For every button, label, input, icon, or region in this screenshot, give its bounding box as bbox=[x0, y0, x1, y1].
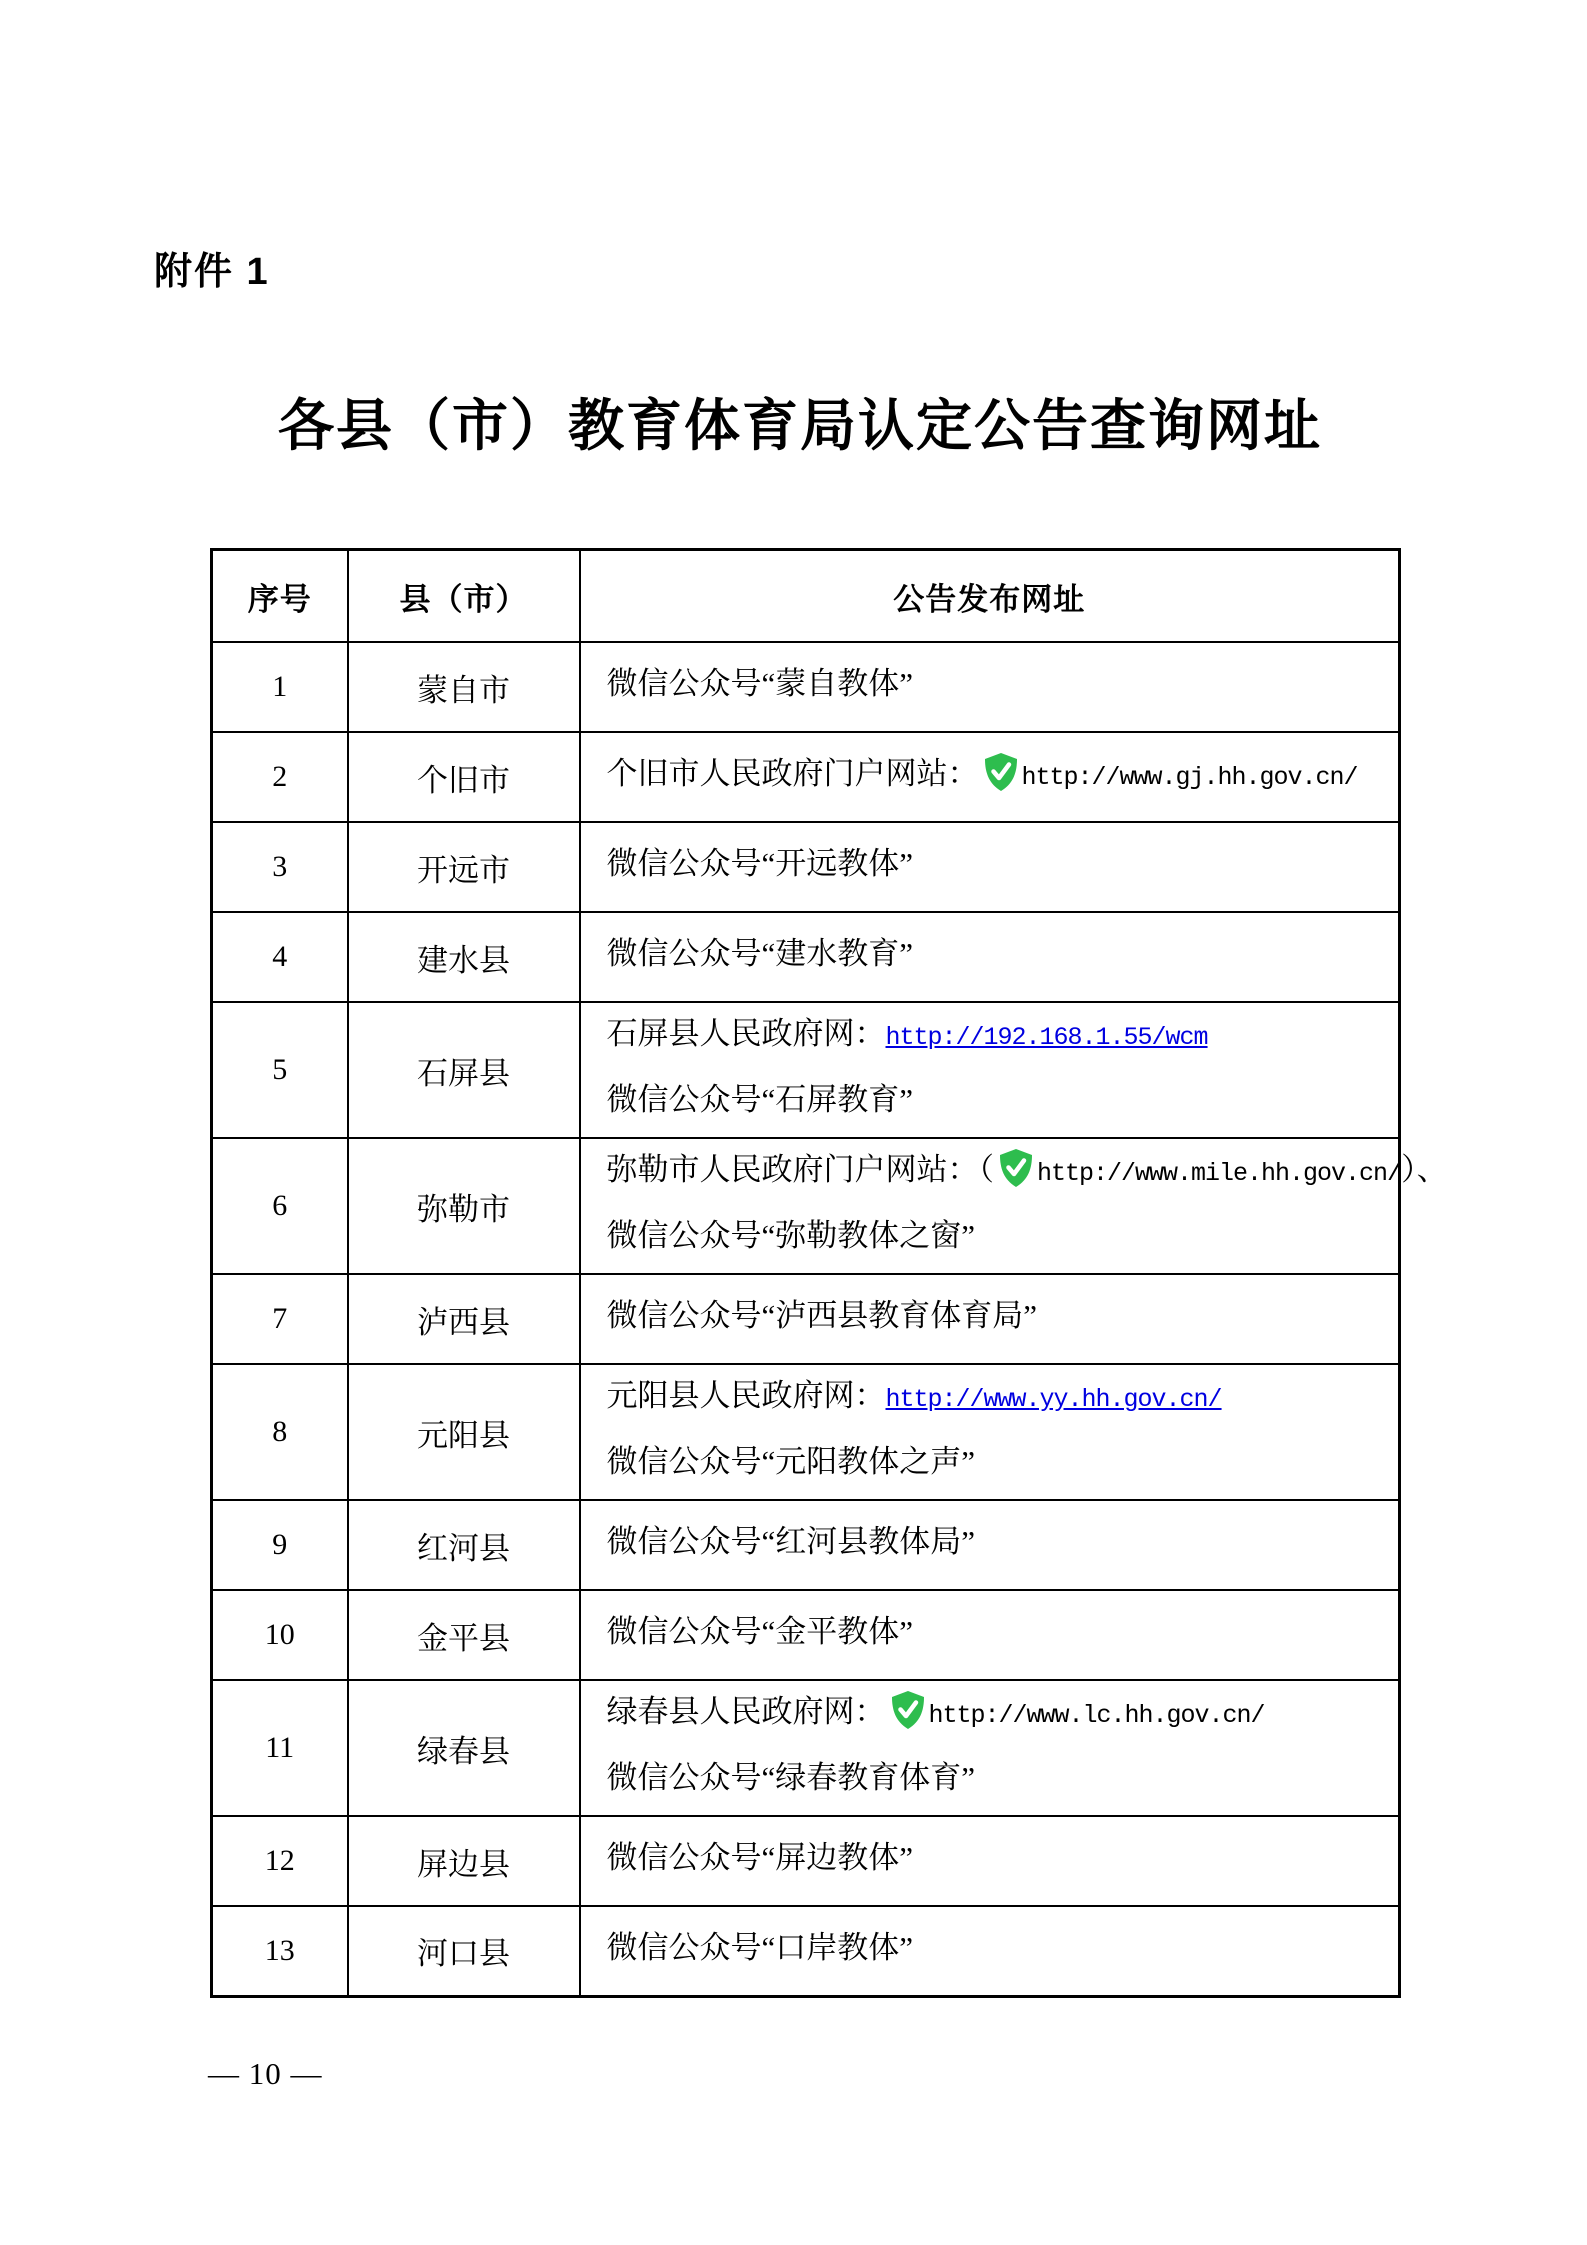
announcement-text: 微信公众号“屏边教体” bbox=[606, 1840, 914, 1875]
announcement-text: 个旧市人民政府门户网站： bbox=[606, 756, 979, 791]
county-cell: 金平县 bbox=[348, 1590, 580, 1680]
announcement-cell bbox=[580, 1906, 1400, 1996]
announcement-line bbox=[607, 1366, 1395, 1432]
announcement-line bbox=[607, 1070, 1395, 1136]
announcement-line bbox=[607, 1918, 1395, 1984]
county-cell: 绿春县 bbox=[348, 1680, 580, 1816]
row-serial-cell: 10 bbox=[212, 1590, 348, 1680]
county-cell: 屏边县 bbox=[348, 1816, 580, 1906]
announcement-text: 微信公众号“开远教体” bbox=[606, 846, 914, 881]
announcement-line bbox=[607, 1286, 1395, 1352]
announcement-cell bbox=[580, 1274, 1400, 1364]
url-text: http://www.lc.hh.gov.cn/ bbox=[928, 1701, 1265, 1730]
table-row bbox=[212, 1500, 1400, 1590]
shield-check-icon bbox=[890, 1690, 926, 1730]
announcement-line bbox=[607, 924, 1395, 990]
county-cell: 建水县 bbox=[348, 912, 580, 1002]
announcement-line bbox=[607, 1206, 1395, 1272]
announcement-line bbox=[607, 1748, 1395, 1814]
county-cell: 开远市 bbox=[348, 822, 580, 912]
announcement-cell bbox=[580, 732, 1400, 822]
row-serial-cell: 1 bbox=[212, 642, 348, 732]
row-serial-cell: 3 bbox=[212, 822, 348, 912]
announcement-text: 微信公众号“金平教体” bbox=[606, 1614, 914, 1649]
announcement-cell bbox=[580, 1364, 1400, 1500]
row-serial-cell: 11 bbox=[212, 1680, 348, 1816]
announcement-cell bbox=[580, 642, 1400, 732]
page-title: 各县（市）教育体育局认定公告查询网址 bbox=[278, 396, 1322, 458]
row-serial-cell: 7 bbox=[212, 1274, 348, 1364]
attachment-label: 附件 1 bbox=[154, 251, 270, 293]
header-serial-number: 序号 bbox=[212, 550, 348, 643]
announcement-text: 微信公众号“建水教育” bbox=[606, 936, 914, 971]
table-row bbox=[212, 912, 1400, 1002]
url-text: http://www.gj.hh.gov.cn/ bbox=[1021, 763, 1358, 792]
announcement-cell bbox=[580, 1590, 1400, 1680]
announcement-line bbox=[607, 1432, 1395, 1498]
table-row bbox=[212, 642, 1400, 732]
table-row bbox=[212, 1274, 1400, 1364]
announcement-text: 微信公众号“元阳教体之声” bbox=[606, 1444, 976, 1479]
announcement-text: 石屏县人民政府网： bbox=[606, 1016, 886, 1051]
table-row bbox=[212, 1590, 1400, 1680]
announcement-cell bbox=[580, 1816, 1400, 1906]
announcement-line bbox=[607, 1602, 1395, 1668]
announcement-text: 弥勒市人民政府门户网站：（ bbox=[606, 1152, 994, 1187]
row-serial-cell: 2 bbox=[212, 732, 348, 822]
announcement-cell bbox=[580, 1500, 1400, 1590]
announcement-line bbox=[607, 1682, 1395, 1748]
announcement-text: 微信公众号“弥勒教体之窗” bbox=[606, 1218, 976, 1253]
table-row bbox=[212, 1364, 1400, 1500]
announcement-line bbox=[607, 1004, 1395, 1070]
county-cell: 个旧市 bbox=[348, 732, 580, 822]
county-cell: 泸西县 bbox=[348, 1274, 580, 1364]
announcement-cell bbox=[580, 1138, 1448, 1274]
header-announcement-url: 公告发布网址 bbox=[580, 550, 1400, 643]
announcement-text: 微信公众号“绿春教育体育” bbox=[606, 1760, 976, 1795]
announcement-url-table bbox=[210, 548, 1448, 1998]
announcement-text: 微信公众号“泸西县教育体育局” bbox=[606, 1298, 1038, 1333]
row-serial-cell: 9 bbox=[212, 1500, 348, 1590]
county-cell: 河口县 bbox=[348, 1906, 580, 1996]
county-cell: 弥勒市 bbox=[348, 1138, 580, 1274]
row-serial-cell: 5 bbox=[212, 1002, 348, 1138]
table-header-row bbox=[212, 550, 1400, 643]
header-county-city: 县（市） bbox=[348, 550, 580, 643]
shield-check-icon bbox=[998, 1148, 1034, 1188]
table-row bbox=[212, 1002, 1400, 1138]
announcement-text: 微信公众号“蒙自教体” bbox=[606, 666, 914, 701]
announcement-text: 微信公众号“红河县教体局” bbox=[606, 1524, 976, 1559]
announcement-link[interactable]: http://www.yy.hh.gov.cn/ bbox=[885, 1385, 1222, 1414]
announcement-text: ）、 bbox=[1401, 1152, 1448, 1187]
row-serial-cell: 12 bbox=[212, 1816, 348, 1906]
table-row bbox=[212, 822, 1400, 912]
announcement-cell bbox=[580, 912, 1400, 1002]
announcement-text: 微信公众号“口岸教体” bbox=[606, 1929, 914, 1965]
shield-check-icon bbox=[983, 752, 1019, 792]
announcement-text: 元阳县人民政府网： bbox=[606, 1378, 886, 1413]
announcement-text: 绿春县人民政府网： bbox=[606, 1694, 886, 1729]
county-cell: 石屏县 bbox=[348, 1002, 580, 1138]
county-cell: 红河县 bbox=[348, 1500, 580, 1590]
url-text: http://www.mile.hh.gov.cn/ bbox=[1037, 1159, 1402, 1188]
row-serial-cell: 4 bbox=[212, 912, 348, 1002]
announcement-line bbox=[607, 834, 1395, 900]
announcement-line bbox=[607, 1828, 1395, 1894]
row-serial-cell: 6 bbox=[212, 1138, 348, 1274]
county-cell: 元阳县 bbox=[348, 1364, 580, 1500]
announcement-cell bbox=[580, 1680, 1400, 1816]
announcement-link[interactable]: http://192.168.1.55/wcm bbox=[885, 1023, 1208, 1052]
announcement-line bbox=[606, 1140, 1448, 1206]
row-serial-cell: 8 bbox=[212, 1364, 348, 1500]
table-row bbox=[212, 1816, 1400, 1906]
announcement-cell bbox=[580, 822, 1400, 912]
county-cell: 蒙自市 bbox=[348, 642, 580, 732]
table-row bbox=[212, 1680, 1400, 1816]
table-body bbox=[212, 642, 1448, 1996]
announcement-cell bbox=[580, 1002, 1400, 1138]
table-row bbox=[212, 1906, 1400, 1996]
table-row bbox=[212, 732, 1400, 822]
page-number: — 10 — bbox=[208, 2056, 323, 2091]
row-serial-cell: 13 bbox=[212, 1906, 348, 1996]
announcement-line bbox=[607, 744, 1395, 810]
table-row bbox=[212, 1138, 1400, 1274]
announcement-text: 微信公众号“石屏教育” bbox=[606, 1082, 914, 1117]
announcement-line bbox=[607, 1512, 1395, 1578]
announcement-line bbox=[607, 654, 1395, 720]
